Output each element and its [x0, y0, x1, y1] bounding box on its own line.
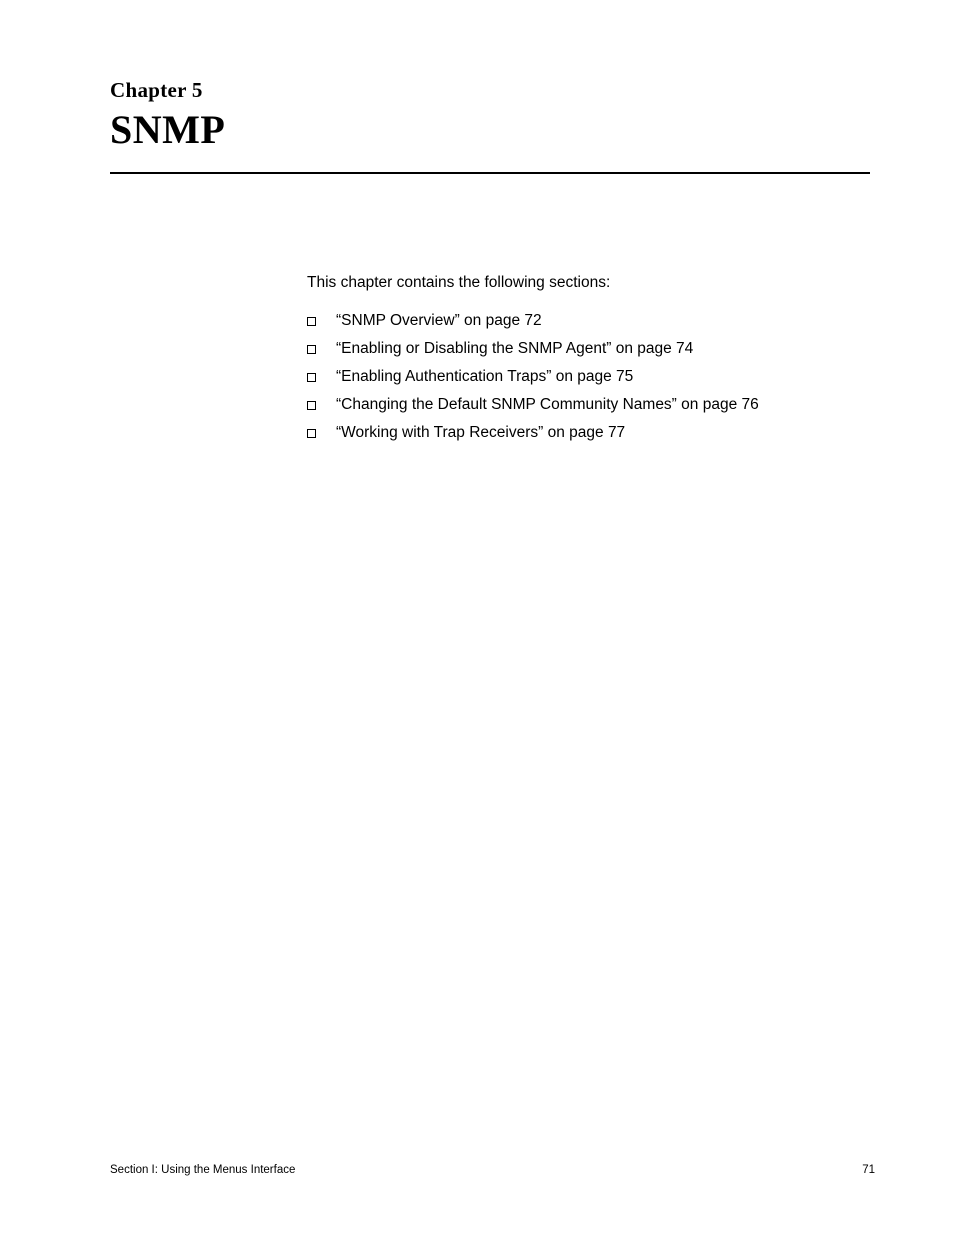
square-bullet-icon [307, 373, 316, 382]
square-bullet-icon [307, 317, 316, 326]
list-item [307, 424, 877, 452]
footer-section-label: Section I: Using the Menus Interface [110, 1164, 296, 1176]
list-item-label[interactable]: “Working with Trap Receivers” on page 77 [336, 424, 626, 441]
list-item-label[interactable]: “Enabling Authentication Traps” on page 75 [336, 368, 634, 385]
list-item [307, 396, 877, 424]
footer-page-number: 71 [862, 1164, 875, 1176]
list-item [307, 368, 877, 396]
square-bullet-icon [307, 429, 316, 438]
square-bullet-icon [307, 345, 316, 354]
list-item [307, 340, 877, 368]
chapter-label: Chapter 5 [110, 78, 203, 102]
list-item-label[interactable]: “Enabling or Disabling the SNMP Agent” on page 74 [336, 340, 694, 357]
square-bullet-icon [307, 401, 316, 410]
list-item-label[interactable]: “Changing the Default SNMP Community Names” on page 76 [336, 396, 759, 413]
list-item-label[interactable]: “SNMP Overview” on page 72 [336, 312, 542, 329]
section-list [307, 312, 877, 452]
page-title: SNMP [110, 107, 226, 152]
title-divider [110, 172, 870, 174]
list-item [307, 312, 877, 340]
intro-text: This chapter contains the following sections: [307, 274, 611, 291]
